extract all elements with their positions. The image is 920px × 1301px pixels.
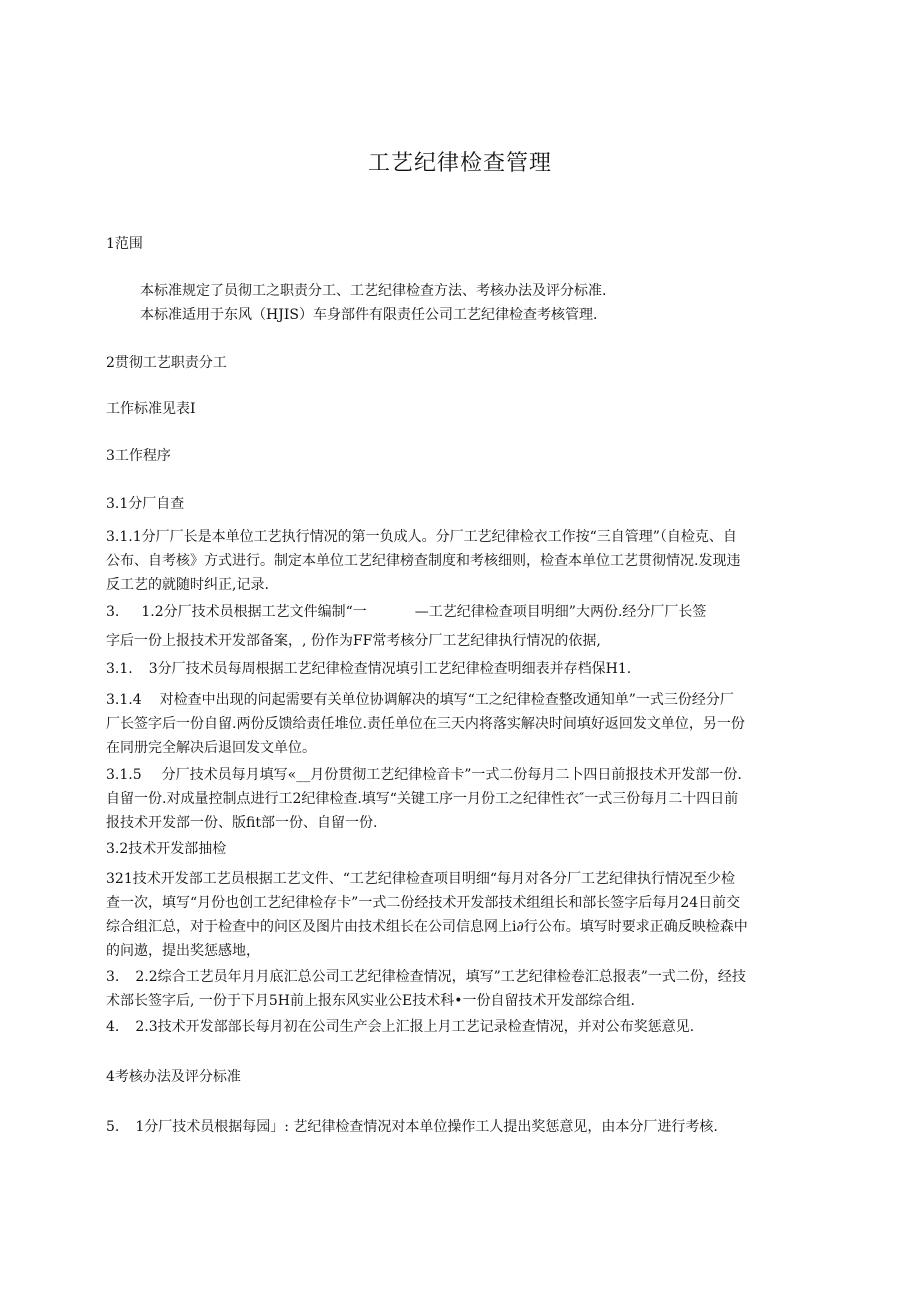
- section-2-paragraph: 工作标准见表I: [106, 401, 196, 417]
- section-2-heading: 2贯彻工艺职责分工: [106, 355, 227, 371]
- section-3-heading: 3工作程序: [106, 448, 171, 464]
- clause-3-2-2-line-1: [106, 966, 746, 988]
- section-1-paragraph-2: 本标准适用于东风（HJIS）车身部件有限责任公司工艺纪律检查考核管理.: [140, 307, 598, 323]
- clause-3-2-2-text: 2.2综合工艺员年月月底汇总公司工艺纪律检查情况，填写”工艺纪律检卷汇总报表”一式二份，经技: [135, 969, 746, 985]
- clause-3-1-4-line-3: 在同册完全解决后退回发文单位。: [106, 740, 316, 756]
- document-title: 工艺纪律检查管理: [367, 151, 552, 176]
- clause-3-1-2-number: 3.: [106, 604, 120, 620]
- clause-3-1-2-text-b: —工艺纪律检查项目明细”大两份.经分厂厂长签: [414, 604, 707, 620]
- clause-3-1-5-line-2: 自留一份.对成量控制点进行工2纪律检查.填写“关键工序一月份工之纪律性衣″一式三份每月二十四日前: [106, 791, 739, 807]
- clause-3-1-4-text: 对检查中出现的问起需要有关单位协调解决的填写“工之纪律检查整改通知单”一式三份经分厂: [159, 692, 734, 708]
- subsection-3-2-heading: 3.2技术开发部抽检: [106, 841, 227, 857]
- section-1-paragraph-1: 本标准规定了员彻工之职责分工、工艺纪律检查方法、考核办法及评分标准.: [140, 283, 607, 299]
- clause-3-2-3-text: 2.3技术开发部部长每月初在公司生产会上汇报上月工艺记录检查情况，并对公布奖惩意见.: [135, 1019, 695, 1035]
- clause-3-1-4-number: 3.1.4: [106, 692, 142, 708]
- clause-3-1-5-line-3: 报技术开发部一份、版fit部一份、自留一份.: [106, 815, 378, 831]
- section-4-heading: 4考核办法及评分标准: [106, 1069, 241, 1085]
- clause-3-2-1-line-3: 综合组汇总，对于检查中的问区及图片由技术组长在公司信息网上i∂行公布。填写时要求正确反映检森中: [106, 919, 748, 935]
- clause-3-1-2-line-1: [106, 601, 706, 623]
- clause-3-1-1-line-3: 反工艺的就随时纠正,记录.: [106, 577, 269, 593]
- clause-5-1-text: 1分厂技术员根据每园」: 艺纪律检查情况对本单位操作工人提出奖惩意见，由本分厂进行考核.: [135, 1119, 718, 1135]
- clause-3-1-1-line-2: 公布、自考核》方式进行。制定本单位工艺纪律榜查制度和考核细则，检查本单位工艺贯彻情况.发现违: [106, 553, 741, 569]
- subsection-3-1-heading: 3.1分厂自查: [106, 496, 185, 512]
- clause-3-2-3: [106, 1016, 694, 1038]
- clause-3-1-2-line-2: 字后一份上报技术开发部备案，, 份作为FF常考核分厂工艺纪律执行情况的依据,: [106, 633, 601, 649]
- clause-3-1-3: [106, 658, 631, 680]
- clause-3-1-4-line-1: [106, 689, 734, 711]
- clause-3-1-1-line-1: 3.1.1分厂厂长是本单位工艺执行情况的第一负成人。分厂工艺纪律检衣工作按“三自管理”（自检克、自: [106, 529, 737, 545]
- clause-3-1-3-number: 3.1.: [106, 661, 133, 677]
- clause-3-2-3-number: 4.: [106, 1019, 120, 1035]
- clause-3-1-3-text: 3分厂技术员每周根据工艺纪律检查情况填引工艺纪律检查明细表并存档保H1.: [148, 661, 632, 677]
- clause-3-2-1-line-2: 查一次，填写“月份也创工艺纪律检存卡”一式二份经技术开发部技术组组长和部长签字后每月24日前交: [106, 895, 741, 911]
- clause-3-2-1-line-4: 的问遨，提出奖惩感地，: [106, 943, 260, 959]
- clause-3-1-2-text-a: 1.2分厂技术员根据工艺文件编制“一: [141, 604, 367, 620]
- clause-5-1: [106, 1116, 718, 1138]
- clause-3-2-1-line-1: 321技术开发部工艺员根据工艺文件、“工艺纪律检查项目明细“每月对各分厂工艺纪律执行情况至少检: [106, 871, 736, 887]
- clause-3-1-5-line-1: [106, 764, 742, 786]
- clause-3-1-4-line-2: 厂长签字后一份自留.两份反馈给责任堆位.责任单位在三天内将落实解决时间填好返回发文单位，另一份: [106, 716, 745, 732]
- clause-3-1-5-text: 分厂技术员每月填写«__月份贯彻工艺纪律检音卡”一式二份每月二卜四日前报技术开发部一份.: [161, 767, 742, 783]
- clause-3-1-5-number: 3.1.5: [106, 767, 142, 783]
- clause-3-2-2-number: 3.: [106, 969, 120, 985]
- clause-5-1-number: 5.: [106, 1119, 120, 1135]
- clause-3-2-2-line-2: 术部长签字后, 一份于下月5H前上报东风实业公E技术科•一份自留技术开发部综合组.: [106, 993, 635, 1009]
- section-1-heading: 1范围: [106, 236, 143, 252]
